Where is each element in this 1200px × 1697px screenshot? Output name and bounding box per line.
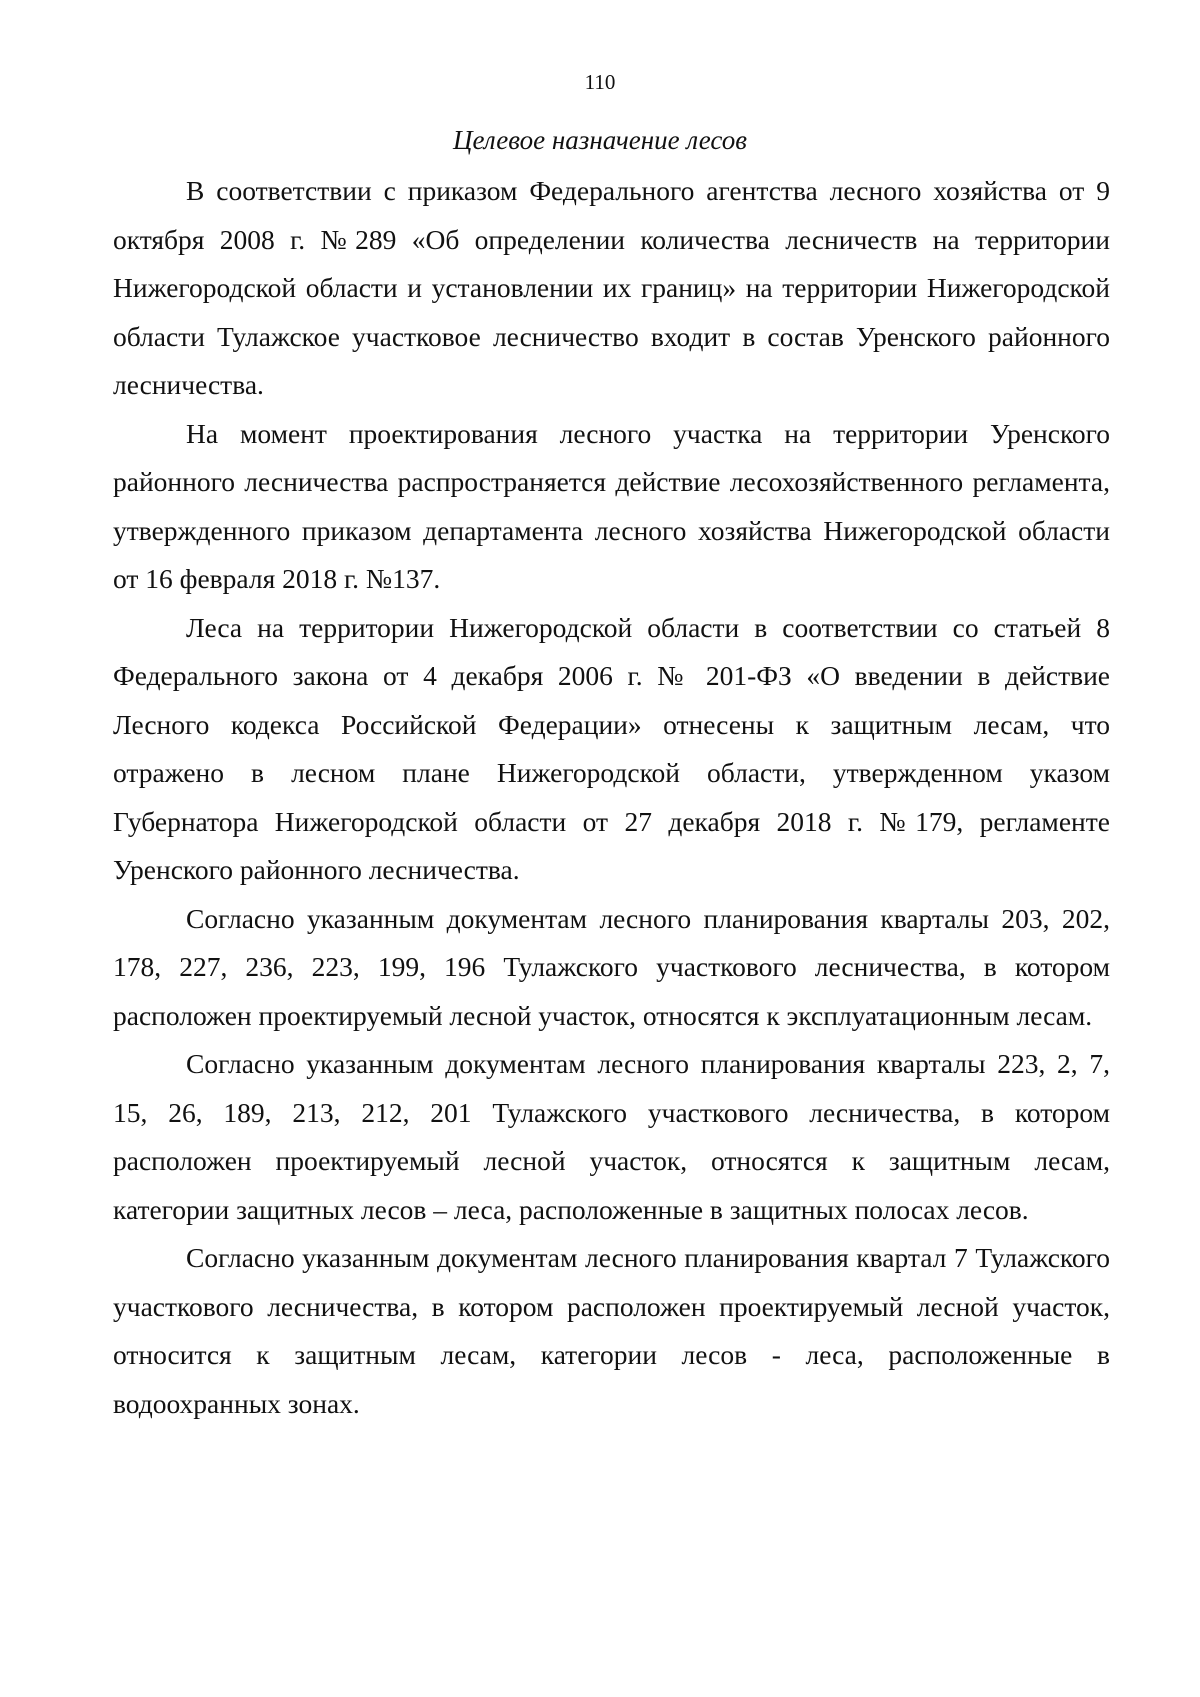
- paragraph-6: Согласно указанным документам лесного планирования квартал 7 Тулажского участкового лесничества, в котором расположен проектируемый лесной участок, относится к защитным лесам, категории лесов - леса, расположенные в водоохранных зонах.: [113, 1242, 1110, 1419]
- section-title: Целевое назначение лесов: [453, 125, 747, 155]
- body-text: [113, 167, 1110, 1428]
- paragraph-1: В соответствии с приказом Федерального агентства лесного хозяйства от 9 октября 2008 г. №289 «Об определении количества лесничеств на территории Нижегородской области и установлении их границ» на территории Нижегородской области Тулажское участковое лесничество входит в состав Уренского районного лесничества.: [113, 175, 1110, 400]
- paragraph-4: Согласно указанным документам лесного планирования кварталы 203, 202, 178, 227, 236, 223, 199, 196 Тулажского участкового лесничества, в котором расположен проектируемый лесной участок, относятся к эксплуатационным лесам.: [113, 902, 1110, 1031]
- paragraph-2: На момент проектирования лесного участка на территории Уренского районного лесничества распространяется действие лесохозяйственного регламента, утвержденного приказом департамента лесного хозяйства Нижегородской области от 16 февраля 2018 г. №137.: [113, 417, 1110, 594]
- paragraph-3: Леса на территории Нижегородской области в соответствии со статьей 8 Федерального закона от 4 декабря 2006 г. № 201-ФЗ «О введении в действие Лесного кодекса Российской Федерации» отнесены к защитным лесам, что отражено в лесном плане Нижегородской области, утвержденном указом Губернатора Нижегородской области от 27 декабря 2018 г. №179, регламенте Уренского районного лесничества.: [113, 611, 1110, 885]
- paragraph-5: Согласно указанным документам лесного планирования кварталы 223, 2, 7, 15, 26, 189, 213, 212, 201 Тулажского участкового лесничества, в котором расположен проектируемый лесной участок, относятся к защитным лесам, категории защитных лесов – леса, расположенные в защитных полосах лесов.: [113, 1048, 1110, 1225]
- page-number: 110: [584, 70, 616, 94]
